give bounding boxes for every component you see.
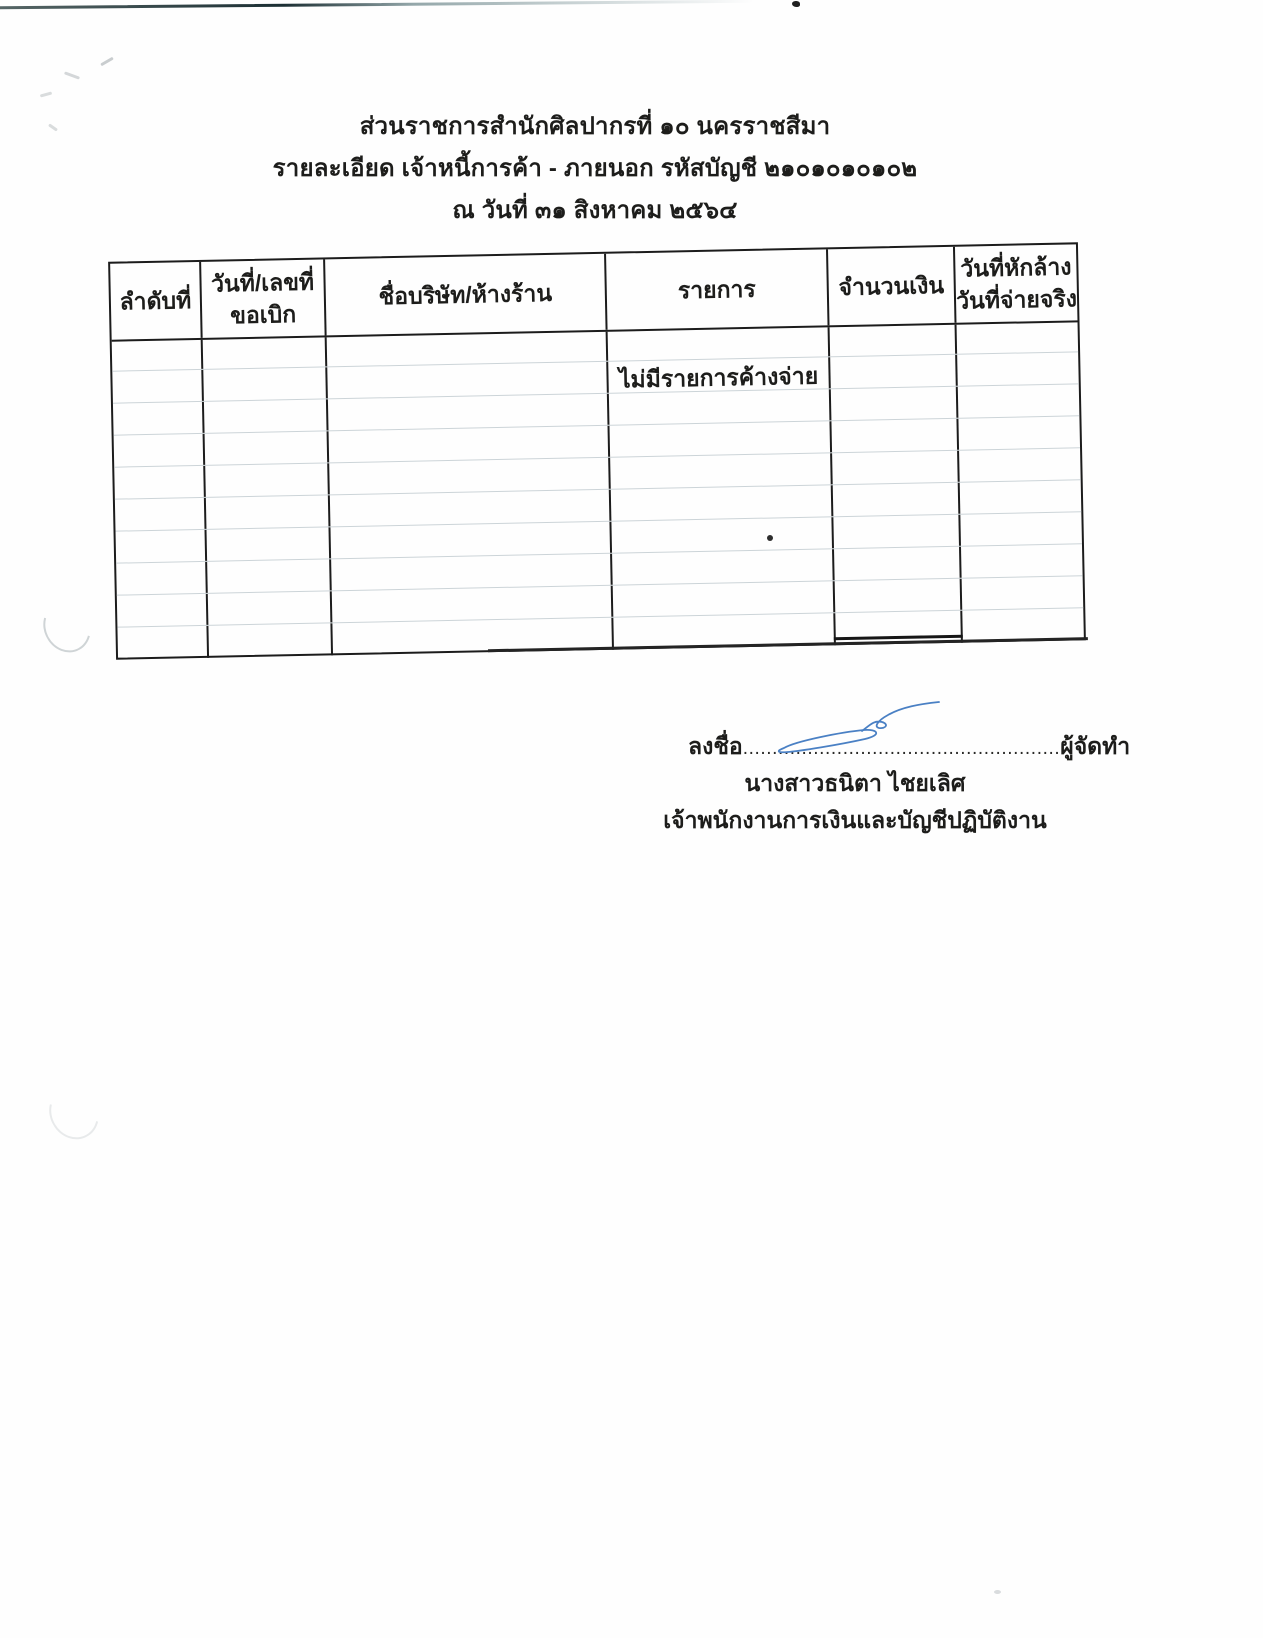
agency-title: ส่วนราชการสำนักศิลปากรที่ ๑๐ นครราชสีมา [359,113,831,140]
scan-artifact-top-dot [792,1,800,7]
as-of-date: ณ วันที่ ๓๑ สิงหาคม ๒๕๖๔ [452,197,738,224]
scan-artifact-left-arc-1 [34,593,99,661]
document-header [0,106,1190,232]
pencil-smudge [100,57,114,67]
signature-dotted-leader: ...................................................... [742,738,1061,759]
handwritten-signature [762,700,942,758]
signature-label: ลงชื่อ [688,733,743,759]
creditors-table [108,242,1086,659]
table-body [112,322,1084,659]
scan-artifact-top-line [0,0,754,9]
col-header-description: รายการ [606,249,829,329]
col-header-seq: ลำดับที่ [110,262,203,340]
signer-position: เจ้าพนักงานการเงินและบัญชีปฏิบัติงาน [663,807,1047,833]
report-title: รายละเอียด เจ้าหนี้การค้า - ภายนอก รหัสบัญชี ๒๑๐๑๐๑๐๑๐๒ [272,155,918,182]
signature-role: ผู้จัดทำ [1060,733,1131,759]
col-header-clearing-date: วันที่หักล้าง วันที่จ่ายจริง [955,253,1078,314]
scan-artifact-bottom-speck [994,1590,1001,1594]
col-header-amount: จำนวนเงิน [828,247,956,326]
col-header-date-docno: วันที่/เลขที่ ขอเบิก [201,259,327,337]
signer-name: นางสาวธนิตา ไชยเลิศ [744,770,966,796]
scan-artifact-left-arc-2 [40,1078,109,1149]
no-outstanding-items-note: ไม่มีรายการค้างจ่าย [618,362,819,393]
col-header-company: ชื่อบริษัท/ห้างร้าน [325,254,607,336]
scan-artifact-amount-cell-line [833,614,962,641]
pencil-smudge [40,91,52,97]
pencil-smudge [64,71,80,79]
